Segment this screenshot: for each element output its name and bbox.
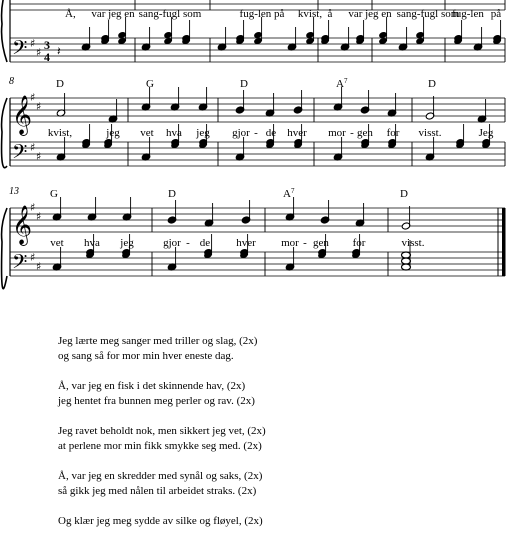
lyric-syllable: hver <box>236 237 256 249</box>
lyric-syllable: - <box>186 237 190 249</box>
lyric-syllable: - <box>303 237 307 249</box>
system-1 <box>2 0 505 64</box>
lyric-syllable: vet <box>140 127 154 139</box>
half-chord-note <box>402 252 411 258</box>
lyric-syllable: jeg <box>120 237 134 249</box>
verse-stanza <box>58 469 498 499</box>
sharp-sign: ♯ <box>36 210 42 223</box>
verse-stanza <box>58 334 498 364</box>
verse-line: Å, var jeg en fisk i det skinnende hav, (2x) <box>58 380 246 392</box>
measure-number: 8 <box>9 76 14 87</box>
bass-clef: 𝄢 <box>12 250 28 278</box>
chord-superscript: 7 <box>290 187 295 195</box>
verse-line: og sang så for mor min hver eneste dag. <box>58 350 234 362</box>
sharp-sign: ♯ <box>36 46 42 59</box>
sharp-sign: ♯ <box>36 100 42 113</box>
lyric-syllable: mor <box>328 127 346 139</box>
verse-stanza <box>58 379 498 409</box>
chord-symbol: D <box>168 188 176 200</box>
sharp-sign: ♯ <box>30 251 36 264</box>
chord-symbol: $A^7$ <box>283 187 295 200</box>
verse-line: Jeg lærte meg sanger med triller og slag, (2x) <box>58 335 258 347</box>
lyric-syllable: for <box>352 237 366 249</box>
lyric-syllable: vet <box>50 237 64 249</box>
lyric-syllable: mor <box>281 237 299 249</box>
lyric-syllable: å <box>327 8 333 20</box>
lyric-syllable: visst. <box>418 127 442 139</box>
time-signature-bottom: 4 <box>44 50 50 64</box>
lyric-syllable: de <box>265 127 277 139</box>
lyric-syllable: kvist, <box>47 127 73 139</box>
quarter-rest: 𝄽 <box>57 44 61 58</box>
chord-symbol: $A^7$ <box>336 77 348 90</box>
lyric-syllable: gjor <box>163 237 181 249</box>
lyric-syllable: jeg <box>106 127 120 139</box>
lyric-syllable: gen <box>357 127 373 139</box>
sharp-sign: ♯ <box>36 150 42 163</box>
brace <box>2 208 7 289</box>
lyric-syllable: hva <box>84 237 100 249</box>
lyric-syllable: var jeg en <box>348 8 392 20</box>
lyric-syllable: - <box>254 127 258 139</box>
bass-clef: 𝄢 <box>12 36 28 64</box>
chord-symbol: D <box>400 188 408 200</box>
lyric-syllable: hva <box>166 127 182 139</box>
verse-line: så gikk jeg med nålen til arbeidet straks. (2x) <box>58 485 257 497</box>
lyric-syllable: var jeg en <box>91 8 135 20</box>
lyric-syllable: sang-fugl som <box>138 8 202 20</box>
lyric-syllable: gen <box>313 237 329 249</box>
lyric-syllable: Jeg <box>478 127 494 139</box>
chord-superscript: 7 <box>343 77 348 85</box>
bass-clef: 𝄢 <box>12 140 28 168</box>
time-signature-top: 3 <box>44 38 50 52</box>
lyric-syllable: for <box>386 127 400 139</box>
verses <box>58 334 498 544</box>
lyric-syllable: visst. <box>401 237 425 249</box>
lyric-syllable: fug-len <box>452 8 484 20</box>
system-2 <box>2 76 505 168</box>
brace <box>2 98 7 168</box>
lyric-syllable: fug-len på <box>239 8 285 20</box>
sharp-sign: ♯ <box>30 91 36 104</box>
chord-symbol: D <box>240 78 248 90</box>
chord-symbol: D <box>56 78 64 90</box>
brace <box>2 0 7 62</box>
chord-symbol: G <box>50 188 58 200</box>
lyric-syllable: hver <box>287 127 307 139</box>
lyric-syllable: jeg <box>196 127 210 139</box>
lyric-syllable: Å, <box>65 8 76 20</box>
system-3 <box>2 186 506 289</box>
treble-clef: 𝄞 <box>12 205 33 245</box>
measure-number: 13 <box>9 186 19 197</box>
chord-symbol: D <box>428 78 436 90</box>
verse-line: Jeg ravet beholdt nok, men sikkert jeg vet, (2x) <box>58 425 266 437</box>
chord-symbol: G <box>146 78 154 90</box>
final-barline <box>502 208 506 276</box>
sharp-sign: ♯ <box>30 141 36 154</box>
verse-stanza <box>58 514 498 529</box>
verse-line: jeg hentet fra bunnen meg perler og rav. (2x) <box>58 395 255 407</box>
lyric-syllable: sang-fugl som <box>396 8 460 20</box>
verse-line: at perlene mor min fikk smykke seg med. (2x) <box>58 440 262 452</box>
half-chord-note <box>402 258 411 264</box>
lyric-syllable: de <box>199 237 211 249</box>
verse-line: Og klær jeg meg sydde av silke og fløyel, (2x) <box>58 515 263 527</box>
lyric-syllable: - <box>350 127 354 139</box>
lyric-syllable: på <box>490 8 502 20</box>
sharp-sign: ♯ <box>36 260 42 273</box>
lyric-syllable: gjor <box>232 127 250 139</box>
treble-clef: 𝄞 <box>12 95 33 135</box>
verse-stanza <box>58 424 498 454</box>
half-chord-note <box>402 264 411 270</box>
lyric-syllable: kvist, <box>297 8 323 20</box>
verse-line: Å, var jeg en skredder med synål og saks, (2x) <box>58 470 263 482</box>
sharp-sign: ♯ <box>30 37 36 50</box>
sharp-sign: ♯ <box>30 201 36 214</box>
